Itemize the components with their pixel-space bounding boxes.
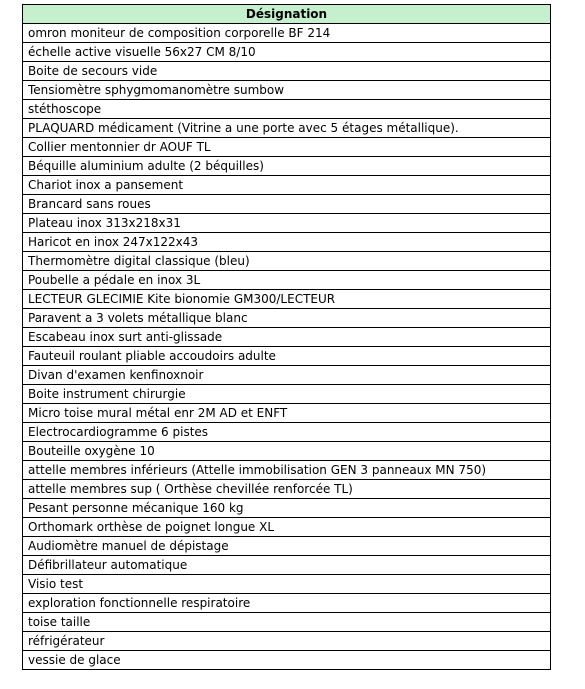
table-row (23, 442, 551, 461)
table-row (23, 385, 551, 404)
designation-cell: Fauteuil roulant pliable accoudoirs adulte (23, 347, 551, 366)
table-row (23, 537, 551, 556)
table-row (23, 651, 551, 670)
designation-cell: Escabeau inox surt anti-glissade (23, 328, 551, 347)
designation-cell: Electrocardiogramme 6 pistes (23, 423, 551, 442)
designation-cell: Paravent a 3 volets métallique blanc (23, 309, 551, 328)
designation-cell: Bouteille oxygène 10 (23, 442, 551, 461)
table-row (23, 499, 551, 518)
table-row (23, 347, 551, 366)
designation-cell: Visio test (23, 575, 551, 594)
designation-cell: LECTEUR GLECIMIE Kite bionomie GM300/LECTEUR (23, 290, 551, 309)
table-row (23, 423, 551, 442)
designation-cell: Micro toise mural métal enr 2M AD et ENFT (23, 404, 551, 423)
designation-cell: échelle active visuelle 56x27 CM 8/10 (23, 43, 551, 62)
table-row (23, 138, 551, 157)
designation-cell: Poubelle a pédale en inox 3L (23, 271, 551, 290)
table-row (23, 328, 551, 347)
designation-cell: Audiomètre manuel de dépistage (23, 537, 551, 556)
table-row (23, 632, 551, 651)
designation-cell: Orthomark orthèse de poignet longue XL (23, 518, 551, 537)
column-header-designation: Désignation (23, 5, 551, 24)
table-row (23, 366, 551, 385)
table-row (23, 157, 551, 176)
table-row (23, 233, 551, 252)
designation-cell: vessie de glace (23, 651, 551, 670)
table-row (23, 119, 551, 138)
designation-cell: réfrigérateur (23, 632, 551, 651)
designation-cell: Béquille aluminium adulte (2 béquilles) (23, 157, 551, 176)
designation-cell: Tensiomètre sphygmomanomètre sumbow (23, 81, 551, 100)
table-body (23, 24, 551, 670)
table-row (23, 518, 551, 537)
designation-cell: Brancard sans roues (23, 195, 551, 214)
table-header-row (23, 5, 551, 24)
designation-cell: PLAQUARD médicament (Vitrine a une porte avec 5 étages métallique). (23, 119, 551, 138)
table-row (23, 309, 551, 328)
table-row (23, 24, 551, 43)
table-row (23, 195, 551, 214)
designation-cell: Pesant personne mécanique 160 kg (23, 499, 551, 518)
table-row (23, 461, 551, 480)
table-row (23, 176, 551, 195)
designation-cell: Thermomètre digital classique (bleu) (23, 252, 551, 271)
designation-cell: Plateau inox 313x218x31 (23, 214, 551, 233)
designation-cell: stéthoscope (23, 100, 551, 119)
table-row (23, 252, 551, 271)
designation-cell: Haricot en inox 247x122x43 (23, 233, 551, 252)
table-row (23, 271, 551, 290)
table-row (23, 404, 551, 423)
designation-cell: Boite de secours vide (23, 62, 551, 81)
designation-table (22, 4, 551, 670)
designation-cell: attelle membres sup ( Orthèse chevillée renforcée TL) (23, 480, 551, 499)
table-row (23, 556, 551, 575)
table-row (23, 290, 551, 309)
designation-cell: toise taille (23, 613, 551, 632)
designation-cell: Collier mentonnier dr AOUF TL (23, 138, 551, 157)
designation-cell: Défibrillateur automatique (23, 556, 551, 575)
table-row (23, 613, 551, 632)
table-row (23, 594, 551, 613)
table-row (23, 575, 551, 594)
designation-cell: attelle membres inférieurs (Attelle immobilisation GEN 3 panneaux MN 750) (23, 461, 551, 480)
table-row (23, 81, 551, 100)
table-row (23, 62, 551, 81)
designation-cell: Boite instrument chirurgie (23, 385, 551, 404)
designation-cell: exploration fonctionnelle respiratoire (23, 594, 551, 613)
table-row (23, 480, 551, 499)
table-row (23, 43, 551, 62)
designation-cell: omron moniteur de composition corporelle BF 214 (23, 24, 551, 43)
designation-cell: Divan d'examen kenfinoxnoir (23, 366, 551, 385)
designation-cell: Chariot inox a pansement (23, 176, 551, 195)
table-row (23, 214, 551, 233)
table-row (23, 100, 551, 119)
